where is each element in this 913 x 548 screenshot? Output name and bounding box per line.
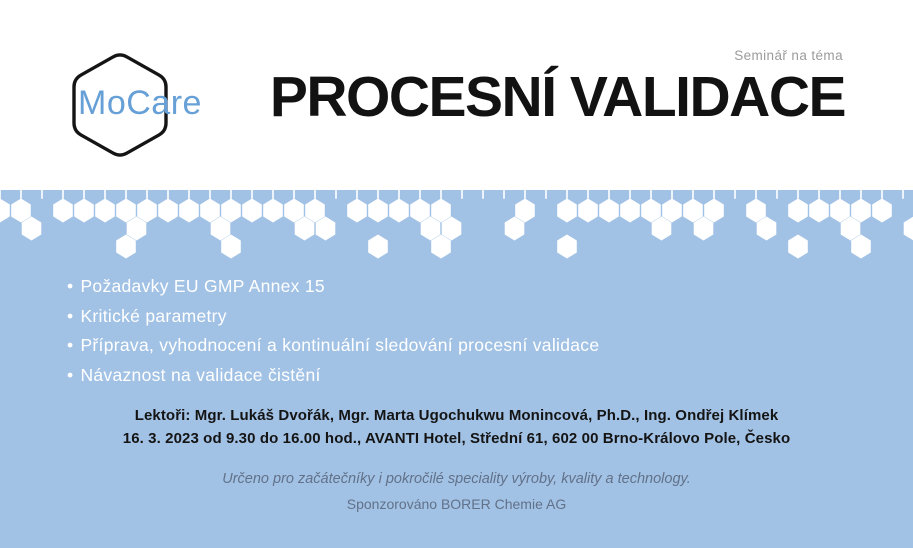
blue-band [0, 190, 913, 548]
bullet-icon: • [67, 305, 74, 326]
honeycomb-pattern [0, 190, 913, 270]
topic-text: Kritické parametry [80, 305, 227, 326]
topic-item [67, 331, 599, 361]
topic-text: Požadavky EU GMP Annex 15 [80, 276, 325, 296]
topic-text: Návaznost na validace čistění [80, 364, 321, 385]
footer [0, 470, 913, 513]
kicker-text: Seminář na téma [734, 48, 843, 63]
sponsor-line: Sponzorováno BORER Chemie AG [346, 496, 567, 512]
topic-item [67, 302, 599, 332]
topic-item [67, 272, 599, 302]
topic-list [67, 272, 599, 390]
page-title: PROCESNÍ VALIDACE [269, 65, 845, 129]
event-details [0, 405, 913, 450]
audience-line: Určeno pro začátečníky i pokročilé speciality výroby, kvality a technology. [222, 471, 691, 487]
bullet-icon: • [67, 335, 74, 355]
lecturers-line: Lektoři: Mgr. Lukáš Dvořák, Mgr. Marta Ugochukwu Monincová, Ph.D., Ing. Ondřej Klímek [134, 407, 779, 424]
mocare-logo [70, 48, 220, 158]
topic-text: Příprava, vyhodnocení a kontinuální sledování procesní validace [80, 335, 600, 355]
bullet-icon: • [67, 364, 74, 385]
bullet-icon: • [67, 276, 74, 296]
topic-item [67, 361, 599, 391]
logo-wordmark: MoCare [78, 84, 202, 122]
schedule-line: 16. 3. 2023 od 9.30 do 16.00 hod., AVANTI Hotel, Střední 61, 602 00 Brno-Královo Pole, Česko [122, 429, 791, 447]
